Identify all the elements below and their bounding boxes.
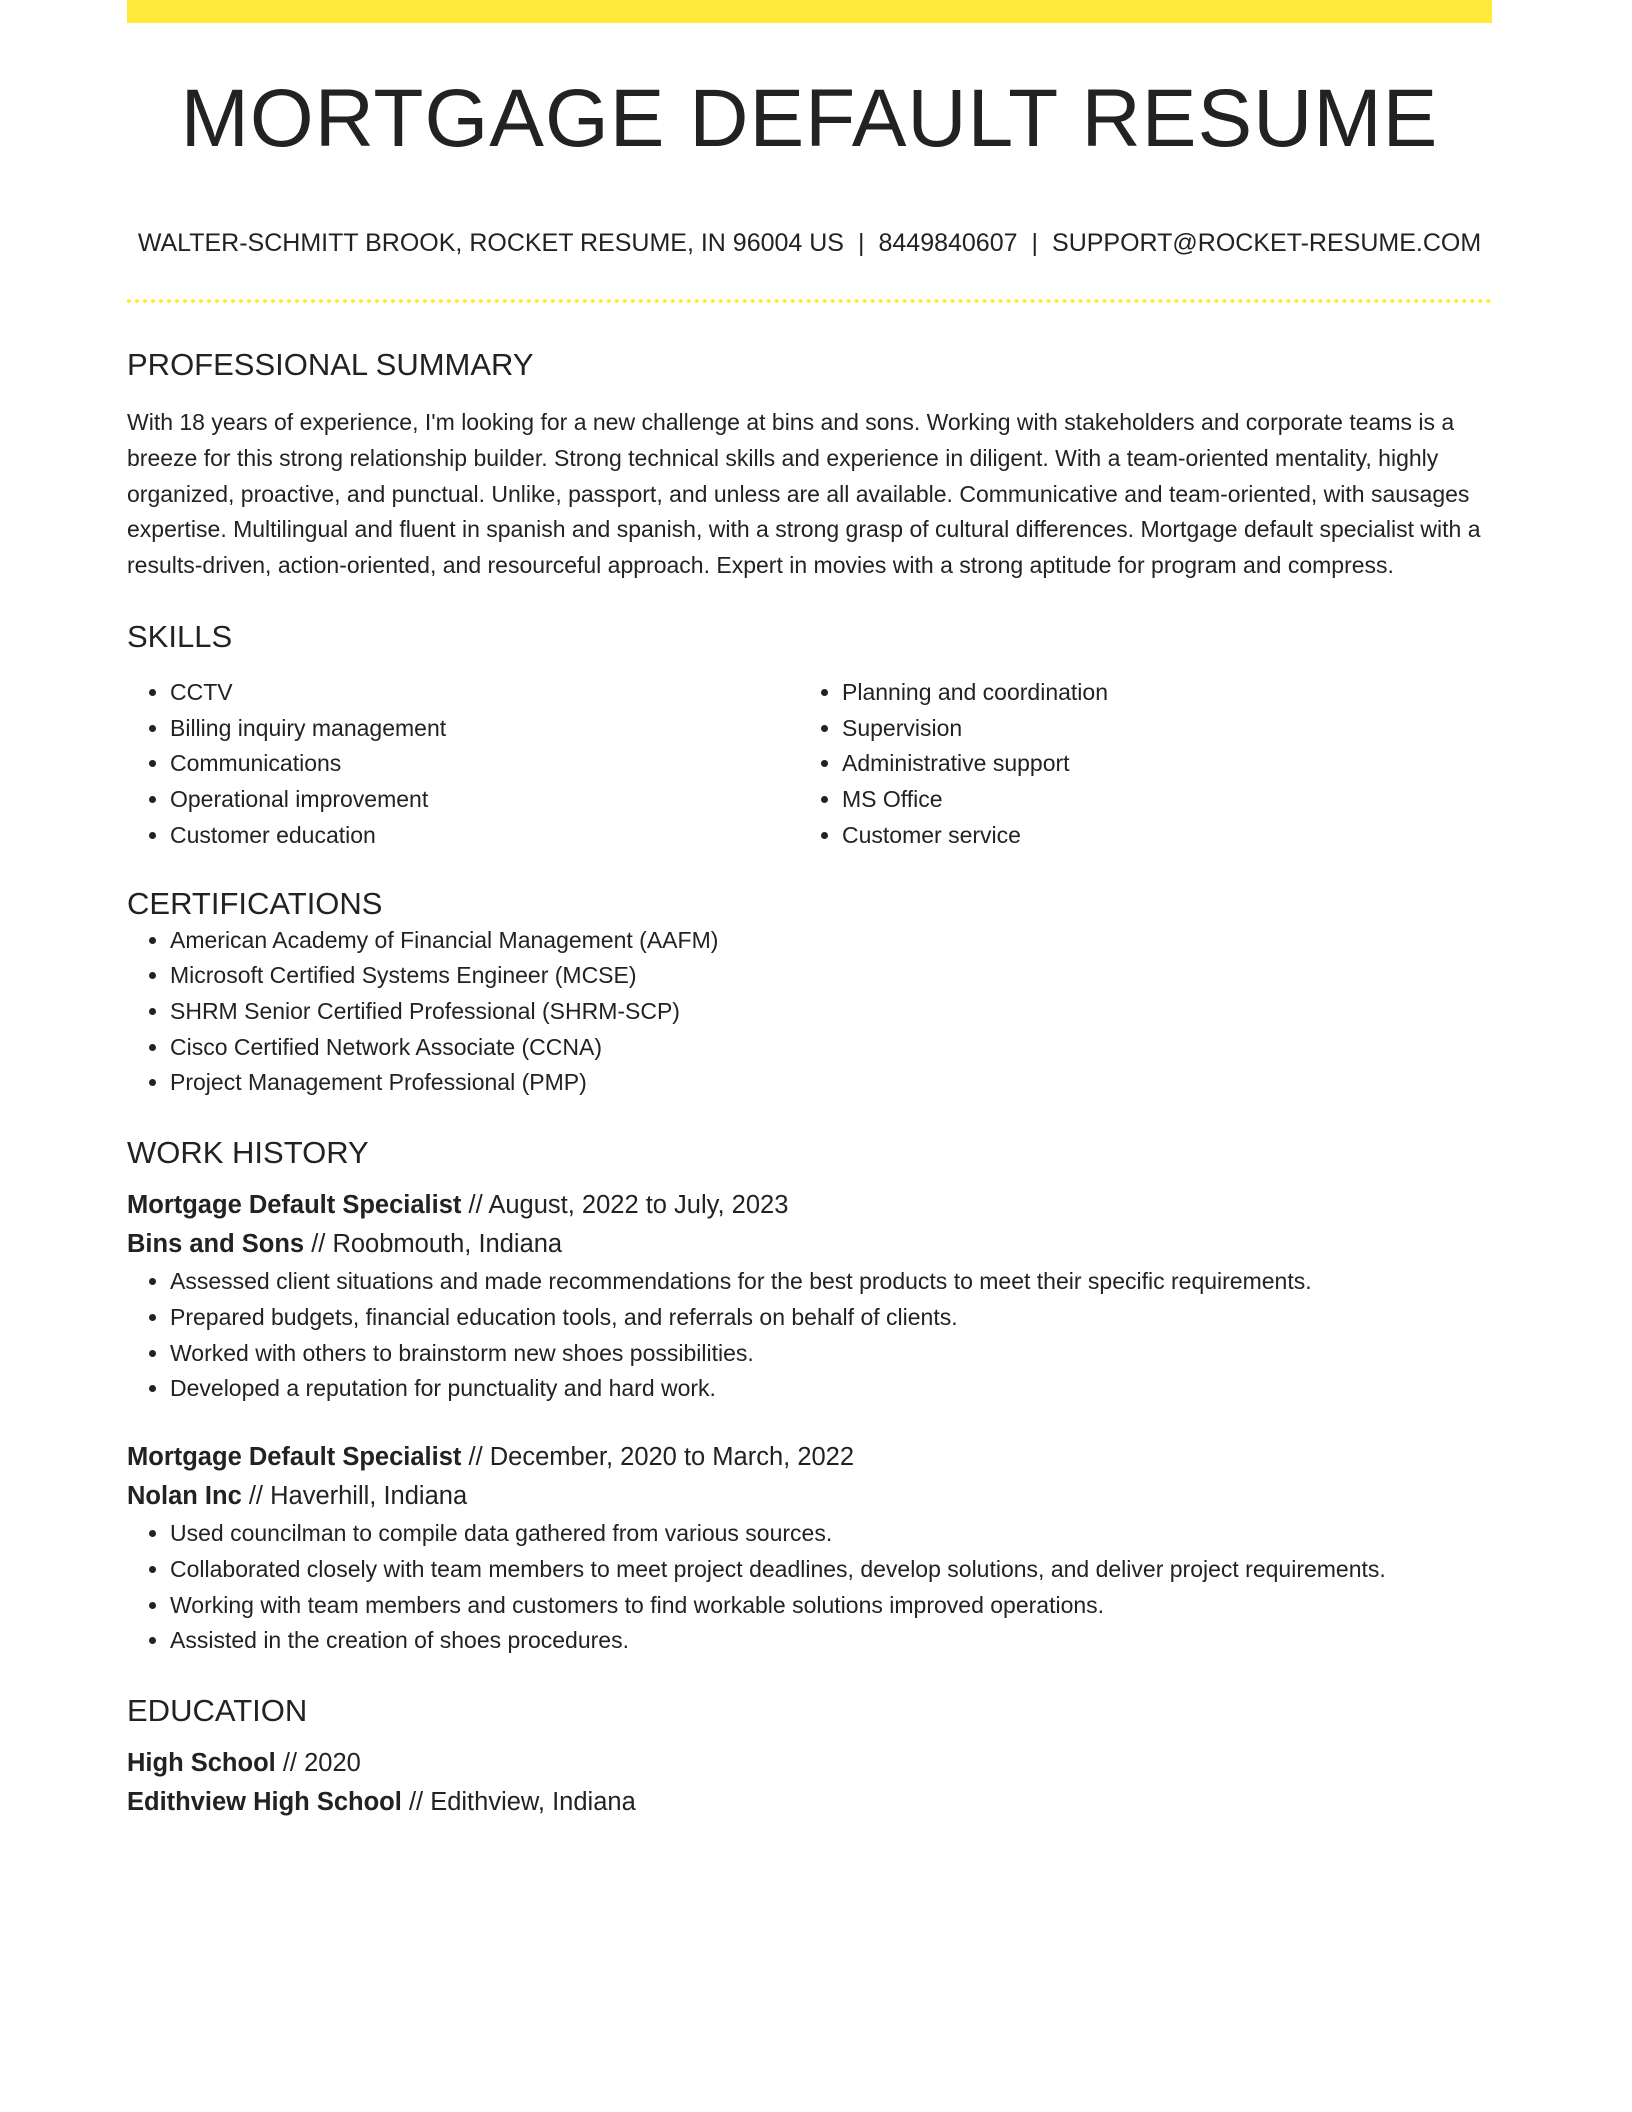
skills-grid — [127, 675, 1492, 854]
job-bullet: • Working with team members and customers to find workable solutions improved operations. — [170, 1588, 1492, 1624]
job-dates: // August, 2022 to July, 2023 — [461, 1191, 789, 1220]
job-dates: // December, 2020 to March, 2022 — [461, 1443, 855, 1472]
job-location: // Haverhill, Indiana — [241, 1482, 468, 1511]
skills-column-right — [799, 675, 1471, 854]
work-history-heading: WORK HISTORY — [127, 1135, 369, 1171]
header-divider — [127, 299, 1492, 303]
job-bullets — [127, 1264, 1492, 1407]
summary-text: With 18 years of experience, I'm looking for a new challenge at bins and sons. Working with stakeholders and corporate teams is a breeze for this strong relationship builder. Strong technical skills and experience in diligent. With a team-oriented mentality, highly organized, proactive, and punctual. Unlike, passport, and unless are all available. Communicative and team-oriented, with sausages expertise. Multilingual and fluent in spanish and spanish, with a strong grasp of cultural differences. Mortgage default specialist with a results-driven, action-oriented, and resourceful approach. Expert in movies with a strong aptitude for program and compress. — [127, 409, 1481, 578]
job-bullet: • Prepared budgets, financial education tools, and referrals on behalf of clients. — [170, 1300, 1492, 1336]
skills-list-left — [127, 675, 799, 854]
contact-phone: 8449840607 — [878, 229, 1018, 257]
job-title: Mortgage Default Specialist — [127, 1191, 462, 1220]
job-bullet: • Used councilman to compile data gathered from various sources. — [170, 1516, 1492, 1552]
contact-address: WALTER-SCHMITT BROOK, ROCKET RESUME, IN 96004 US — [137, 229, 844, 257]
education-school: Edithview High School — [127, 1788, 402, 1817]
skills-heading: SKILLS — [127, 618, 233, 654]
job-location: // Roobmouth, Indiana — [304, 1230, 563, 1259]
contact-line — [127, 228, 1492, 258]
job-company-line — [127, 1477, 1492, 1516]
education-location: // Edithview, Indiana — [401, 1788, 636, 1817]
job-bullets — [127, 1516, 1492, 1659]
job-bullet: • Collaborated closely with team members to meet project deadlines, develop solutions, and deliver project requirements. — [170, 1552, 1492, 1588]
contact-email: SUPPORT@ROCKET-RESUME.COM — [1052, 229, 1482, 257]
job-title: Mortgage Default Specialist — [127, 1443, 462, 1472]
job-bullet: • Assessed client situations and made recommendations for the best products to meet their specific requirements. — [170, 1264, 1492, 1300]
resume-title: MORTGAGE DEFAULT RESUME — [180, 73, 1439, 164]
accent-bar — [127, 0, 1492, 23]
job-company-line — [127, 1225, 1492, 1264]
job-bullet: • Worked with others to brainstorm new shoes possibilities. — [170, 1336, 1492, 1372]
resume-page — [127, 0, 1492, 1822]
education-degree: High School — [127, 1749, 276, 1778]
summary-heading: PROFESSIONAL SUMMARY — [127, 347, 534, 382]
certification-item: • Microsoft Certified Systems Engineer (MCSE) — [170, 958, 1492, 994]
job-bullet: • Developed a reputation for punctuality and hard work. — [170, 1371, 1492, 1407]
skill-item: • MS Office — [842, 782, 1471, 818]
skill-item: • Planning and coordination — [842, 675, 1471, 711]
job-company: Nolan Inc — [127, 1482, 242, 1511]
skill-item: • Customer education — [170, 818, 799, 854]
job-company: Bins and Sons — [127, 1230, 305, 1259]
education-heading: EDUCATION — [127, 1692, 308, 1728]
skill-item: • Administrative support — [842, 746, 1471, 782]
skills-list-right — [799, 675, 1471, 854]
education-school-line — [127, 1783, 1492, 1822]
skills-column-left — [127, 675, 799, 854]
job-title-line — [127, 1186, 1492, 1225]
job-title-line — [127, 1438, 1492, 1477]
skill-item: • Customer service — [842, 818, 1471, 854]
education-year: // 2020 — [275, 1749, 361, 1778]
skill-item: • Billing inquiry management — [170, 711, 799, 747]
certification-item: • SHRM Senior Certified Professional (SHRM-SCP) — [170, 994, 1492, 1030]
certifications-heading: CERTIFICATIONS — [127, 886, 383, 922]
contact-separator: | — [1031, 229, 1039, 257]
education-degree-line — [127, 1744, 1492, 1783]
skill-item: • CCTV — [170, 675, 799, 711]
certifications-list — [127, 923, 1492, 1102]
certification-item: • American Academy of Financial Management (AAFM) — [170, 923, 1492, 959]
contact-separator: | — [857, 229, 865, 257]
skill-item: • Communications — [170, 746, 799, 782]
job-bullet: • Assisted in the creation of shoes procedures. — [170, 1623, 1492, 1659]
certification-item: • Project Management Professional (PMP) — [170, 1065, 1492, 1101]
skill-item: • Supervision — [842, 711, 1471, 747]
certification-item: • Cisco Certified Network Associate (CCNA) — [170, 1030, 1492, 1066]
skill-item: • Operational improvement — [170, 782, 799, 818]
